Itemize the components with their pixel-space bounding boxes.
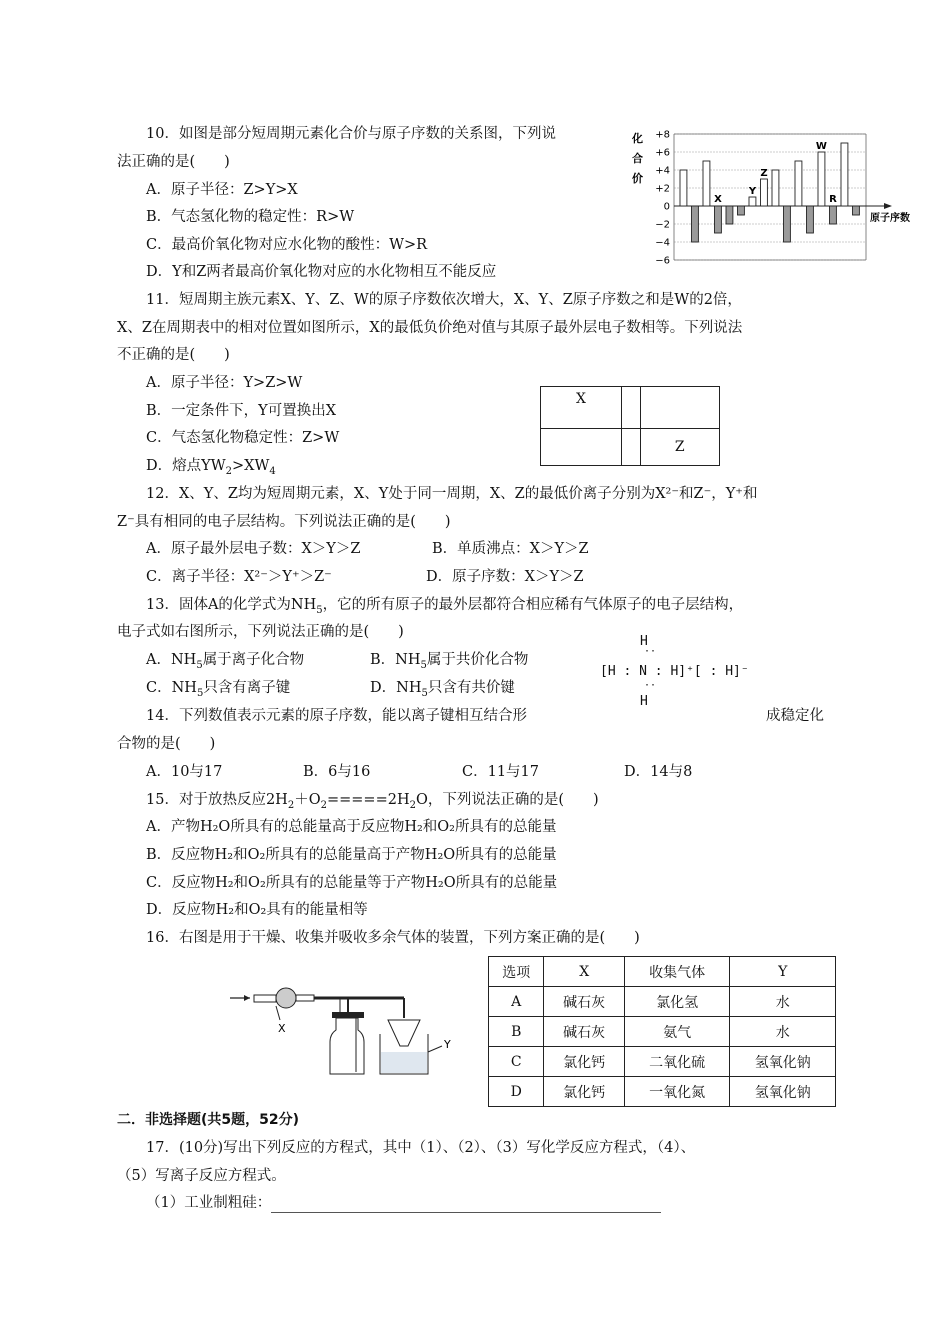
q14-stem-tail: 成稳定化: [766, 708, 824, 724]
drying-bulb: [276, 988, 296, 1008]
table-cell: 氯化氢: [624, 987, 730, 1017]
formula-dots-top: ··: [644, 646, 657, 657]
chart-bar: [772, 170, 779, 206]
q11-option-c: C．气态氢化物稳定性：Z>W: [146, 430, 340, 446]
q12-option-b: B．单质沸点：X＞Y＞Z: [432, 541, 589, 557]
element-label: R: [829, 194, 837, 205]
table-row: [489, 1017, 836, 1047]
table-row: [489, 1077, 836, 1107]
y-tick-label: 0: [663, 201, 670, 213]
chart-bar: [726, 206, 733, 224]
y-tick-label: +4: [655, 165, 670, 177]
q13-option-a: A．$NH_5$属于离子化合物: [146, 652, 305, 671]
formula-dots-bottom: ··: [644, 680, 657, 691]
q12-option-c: C．离子半径：X²⁻＞Y⁺＞Z⁻: [146, 569, 332, 585]
chart-bar: [738, 206, 745, 215]
q11-stem-line3: 不正确的是( ): [117, 347, 230, 363]
table-cell: B: [489, 1017, 544, 1047]
x-pointer: [276, 1006, 280, 1020]
position-cell: X: [541, 387, 622, 429]
q17-sub1-label: （1）工业制粗硅：: [146, 1195, 272, 1211]
element-label: Z: [760, 168, 768, 179]
y-pointer: [428, 1046, 442, 1052]
chart-bar: [692, 206, 699, 242]
q10-option-d: D．Y和Z两者最高价氧化物对应的水化物相互不能反应: [146, 264, 497, 280]
chart-bar: [784, 206, 791, 242]
q13-option-b: B．$NH_5$属于共价化合物: [370, 652, 529, 671]
table-cell: 水: [730, 1017, 836, 1047]
label-x: X: [278, 1022, 286, 1035]
chart-bar: [795, 161, 802, 206]
table-cell: 水: [730, 987, 836, 1017]
header-cell: 收集气体: [624, 957, 730, 987]
formula-h-bottom: H: [640, 694, 648, 709]
table-cell: 一氧化氮: [624, 1077, 730, 1107]
element-label: W: [815, 141, 827, 152]
chart-bar: [818, 152, 825, 206]
q10-option-a: A．原子半径：Z>Y>X: [146, 182, 298, 198]
table-row: [489, 1047, 836, 1077]
q13-stem-line1: 13．固体A的化学式为$NH_5$，它的所有原子的最外层都符合相应稀有气体原子的电子层结构，: [146, 597, 744, 616]
q17-sub1: [146, 1193, 661, 1213]
arrow-head: [244, 995, 250, 1001]
q14-option-d: D．14与8: [624, 764, 693, 780]
q13-stem-line2: 电子式如右图所示，下列说法正确的是( ): [117, 624, 404, 640]
q10-option-b: B．气态氢化物的稳定性：R>W: [146, 209, 355, 225]
y-tick-label: −6: [655, 255, 670, 267]
chart-bar: [830, 206, 837, 224]
y-axis-label-char: 价: [632, 172, 643, 185]
table-cell: 氯化钙: [544, 1077, 624, 1107]
q15-option-c: C．反应物H₂和O₂所具有的总能量等于产物H₂O所具有的总能量: [146, 875, 558, 891]
table-cell: 氢氧化钠: [730, 1077, 836, 1107]
table-cell: C: [489, 1047, 544, 1077]
y-tick-label: +2: [655, 183, 670, 195]
header-cell: X: [544, 957, 624, 987]
chart-bar: [761, 179, 768, 206]
label-y: Y: [444, 1038, 451, 1051]
header-cell: Y: [730, 957, 836, 987]
q13-option-d: D．$NH_5$只含有共价键: [370, 680, 515, 699]
table-cell: A: [489, 987, 544, 1017]
drying-tube-outlet: [296, 995, 314, 1001]
chart-bar: [680, 170, 687, 206]
q11-option-a: A．原子半径：Y>Z>W: [146, 375, 303, 391]
element-label: Y: [748, 186, 757, 197]
q14-option-b: B．6与16: [303, 764, 371, 780]
table-cell: 碱石灰: [544, 987, 624, 1017]
q12-option-d: D．原子序数：X＞Y＞Z: [426, 569, 584, 585]
stopper-1: [332, 1012, 364, 1018]
table-row: [489, 987, 836, 1017]
table-cell: 氨气: [624, 1017, 730, 1047]
table-cell: 氢氧化钠: [730, 1047, 836, 1077]
beaker-liquid: [381, 1052, 427, 1073]
position-cell: [541, 429, 622, 466]
q11-option-d: D．熔点$YW_2>XW_4$: [146, 458, 276, 477]
q14-option-a: A．10与17: [146, 764, 223, 780]
y-axis-label-char: 合: [632, 152, 643, 165]
y-tick-label: −2: [655, 219, 670, 231]
q10-stem-line2: 法正确的是( ): [117, 154, 230, 170]
table-header-row: [489, 957, 836, 987]
chart-bar: [749, 197, 756, 206]
y-tick-label: −4: [655, 237, 670, 249]
q11-stem-line1: 11．短周期主族元素X、Y、Z、W的原子序数依次增大，X、Y、Z原子序数之和是W的2倍，: [146, 292, 742, 308]
position-cell: [640, 387, 719, 429]
q10-option-c: C．最高价氧化物对应水化物的酸性：W>R: [146, 237, 428, 253]
q12-option-a: A．原子最外层电子数：X＞Y＞Z: [146, 541, 361, 557]
table-cell: 二氧化硫: [624, 1047, 730, 1077]
q11-option-b: B．一定条件下，Y可置换出X: [146, 403, 337, 419]
q14-option-c: C．11与17: [462, 764, 539, 780]
y-axis-label-char: 化: [632, 132, 643, 145]
formula-h-top: H: [640, 634, 648, 649]
q14-stem-line1: 14．下列数值表示元素的原子序数，能以离子键相互结合形: [146, 708, 527, 724]
chart-bar: [807, 206, 814, 233]
q12-stem-line2: Z⁻具有相同的电子层结构。下列说法正确的是( ): [117, 514, 451, 530]
q10-stem-line1: 10．如图是部分短周期元素化合价与原子序数的关系图，下列说: [146, 126, 556, 142]
answer-blank[interactable]: [271, 1198, 661, 1213]
q12-stem-line1: 12．X、Y、Z均为短周期元素，X、Y处于同一周期，X、Z的最低价离子分别为X²⁻和Z⁻，Y⁺和: [146, 486, 758, 502]
q15-option-a: A．产物H₂O所具有的总能量高于反应物H₂和O₂所具有的总能量: [146, 819, 557, 835]
position-cell: [621, 387, 640, 429]
q17-stem-line1: 17．(10分)写出下列反应的方程式，其中（1）、（2）、（3）写化学反应方程式，（4）、: [146, 1140, 696, 1156]
q11-stem-line2: X、Z在周期表中的相对位置如图所示，X的最低负价绝对值与其原子最外层电子数相等。下列说法: [117, 320, 743, 336]
valence-chart: [630, 128, 930, 268]
table-cell: 碱石灰: [544, 1017, 624, 1047]
position-cell: [621, 429, 640, 466]
q15-stem: 15．对于放热反应$2H_2+O_2=====2H_2O$，下列说法正确的是( ): [146, 792, 599, 811]
header-cell: 选项: [489, 957, 544, 987]
q16-stem: 16．右图是用于干燥、收集并吸收多余气体的装置，下列方案正确的是( ): [146, 930, 640, 946]
y-tick-label: +8: [655, 129, 670, 141]
q13-option-c: C．$NH_5$只含有离子键: [146, 680, 291, 699]
chart-bar: [853, 206, 860, 215]
inverted-funnel: [388, 1020, 420, 1046]
q15-option-b: B．反应物H₂和O₂所具有的总能量高于产物H₂O所具有的总能量: [146, 847, 557, 863]
y-tick-label: +6: [655, 147, 670, 159]
q17-stem-line2: （5）写离子反应方程式。: [117, 1168, 286, 1184]
drying-tube-neck: [254, 995, 276, 1002]
element-label: X: [714, 194, 722, 205]
position-cell: Z: [640, 429, 719, 466]
x-axis-label: 原子序数: [870, 213, 910, 224]
formula-main: [H : N : H]⁺[ : H]⁻: [600, 664, 749, 679]
table-cell: D: [489, 1077, 544, 1107]
q15-option-d: D．反应物H₂和O₂具有的能量相等: [146, 902, 368, 918]
gas-apparatus-diagram: [228, 976, 458, 1086]
q14-stem-line2: 合物的是( ): [117, 736, 216, 752]
valence-chart-svg: [630, 128, 930, 268]
periodic-position-table: [540, 386, 720, 466]
x-axis-arrow: [884, 203, 892, 209]
electron-formula: [600, 634, 760, 714]
q16-options-table: [488, 956, 836, 1107]
apparatus-svg: [228, 976, 458, 1086]
table-cell: 氯化钙: [544, 1047, 624, 1077]
chart-bar: [841, 143, 848, 206]
section-heading: 二．非选择题(共5题，52分): [117, 1112, 300, 1128]
chart-bar: [703, 161, 710, 206]
collection-bottle: [330, 1018, 364, 1074]
chart-bar: [715, 206, 722, 233]
